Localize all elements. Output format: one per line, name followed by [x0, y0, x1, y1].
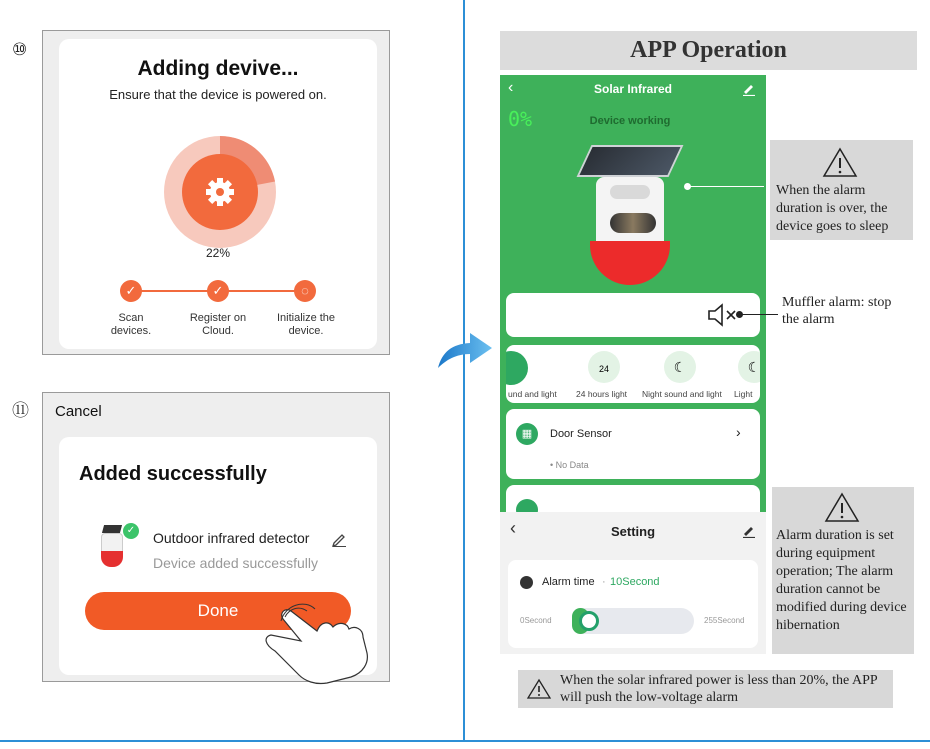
added-device-card: [59, 437, 377, 675]
alarm-time-card: [508, 560, 758, 648]
check-icon: ✓: [207, 280, 229, 302]
warning-icon: [822, 146, 858, 178]
chevron-right-icon: ›: [736, 424, 741, 440]
slider-knob[interactable]: [579, 611, 599, 631]
battery-note-box: [518, 670, 893, 708]
warning-icon: [824, 491, 860, 523]
mode-label-light: Light: [734, 389, 753, 399]
callout-line-sleep: [686, 186, 764, 187]
sleep-note-text: When the alarm duration is over, the device goes to sleep: [776, 183, 889, 234]
mode-label-24h: 24 hours light: [576, 389, 628, 399]
gear-icon: [206, 178, 234, 206]
device-status: Device added successfully: [153, 555, 318, 571]
mode-light-icon[interactable]: ☾: [738, 351, 760, 383]
muffler-card: [506, 293, 760, 337]
clock-icon: [520, 576, 533, 589]
alarm-time-value: 10Second: [610, 576, 660, 588]
mute-icon[interactable]: [706, 303, 740, 327]
alarm-time-slider[interactable]: [572, 608, 694, 634]
battery-level: 0%: [508, 107, 533, 131]
check-icon: ✓: [123, 523, 139, 539]
adding-device-screenshot: [42, 30, 390, 355]
edit-icon[interactable]: [331, 531, 347, 547]
adding-device-subtitle: Ensure that the device is powered on.: [109, 87, 327, 102]
sensor-window: [610, 213, 656, 233]
edit-icon[interactable]: [742, 82, 756, 96]
muffler-note: Muffler alarm: stop the alarm: [782, 295, 892, 327]
arrow-right-icon: [436, 330, 494, 372]
callout-dot-sleep: [684, 183, 691, 190]
setting-screen: [500, 512, 766, 654]
sleep-note-box: [770, 140, 913, 240]
alarm-time-label: Alarm time: [542, 576, 595, 588]
app-main-screen: [500, 75, 766, 515]
mode-night-icon[interactable]: ☾: [664, 351, 696, 383]
done-button[interactable]: Done: [85, 592, 351, 630]
mode-selector: [506, 345, 760, 403]
mode-24h-icon[interactable]: 24: [588, 351, 620, 383]
step-label-initialize: Initialize the device.: [276, 312, 336, 337]
edit-icon[interactable]: [742, 524, 756, 538]
mode-label-sound-light: und and light: [508, 389, 557, 399]
door-sensor-card[interactable]: [506, 409, 760, 479]
horizontal-divider: [0, 740, 930, 742]
added-heading: Added successfully: [79, 463, 267, 485]
adding-device-card: [59, 39, 377, 349]
next-card: [506, 485, 760, 515]
separator-dot: ·: [602, 576, 606, 588]
duration-note-box: [772, 487, 914, 654]
mode-sound-light-icon[interactable]: [506, 351, 528, 385]
mode-label-night: Night sound and light: [642, 389, 722, 399]
slider-min-label: 0Second: [520, 616, 552, 625]
step-label-register: Register on Cloud.: [189, 312, 247, 337]
door-sensor-label: Door Sensor: [550, 428, 612, 440]
hand-pointer-icon: [255, 597, 385, 687]
battery-note-text: When the solar infrared power is less than 20%, the APP will push the low-voltage alarm: [560, 673, 878, 705]
callout-line-muffler: [740, 314, 778, 315]
progress-percent: 22%: [205, 246, 231, 260]
progress-ring: [162, 134, 278, 250]
red-light-cover: [590, 241, 670, 285]
adding-device-title: Adding devive...: [137, 57, 299, 80]
solar-panel: [577, 145, 684, 177]
device-name: Outdoor infrared detector: [153, 530, 310, 546]
step-label-scan: Scan devices.: [110, 312, 152, 337]
app-operation-title: APP Operation: [500, 31, 917, 70]
warning-icon: [526, 678, 552, 700]
added-device-screenshot: [42, 392, 390, 682]
calendar-icon: ▦: [516, 423, 538, 445]
back-icon[interactable]: ‹: [508, 79, 514, 96]
check-icon: ✓: [120, 280, 142, 302]
no-data-text: • No Data: [550, 460, 589, 470]
setting-title: Setting: [610, 524, 656, 539]
app-header-title: Solar Infrared: [593, 82, 673, 96]
back-icon[interactable]: ‹: [510, 518, 516, 538]
loading-icon: ◌: [294, 280, 316, 302]
callout-dot-muffler: [736, 311, 743, 318]
solar-infrared-device-image: [576, 141, 690, 291]
cancel-link[interactable]: Cancel: [55, 403, 102, 420]
step-10-number: ⑩: [12, 40, 28, 59]
slider-max-label: 255Second: [704, 616, 745, 625]
step-11-number: ⑪: [12, 401, 29, 420]
duration-note-text: Alarm duration is set during equipment operation; The alarm duration cannot be modified during device hibernation: [776, 528, 907, 633]
device-status-text: Device working: [589, 115, 671, 127]
speaker-grill: [610, 185, 650, 199]
